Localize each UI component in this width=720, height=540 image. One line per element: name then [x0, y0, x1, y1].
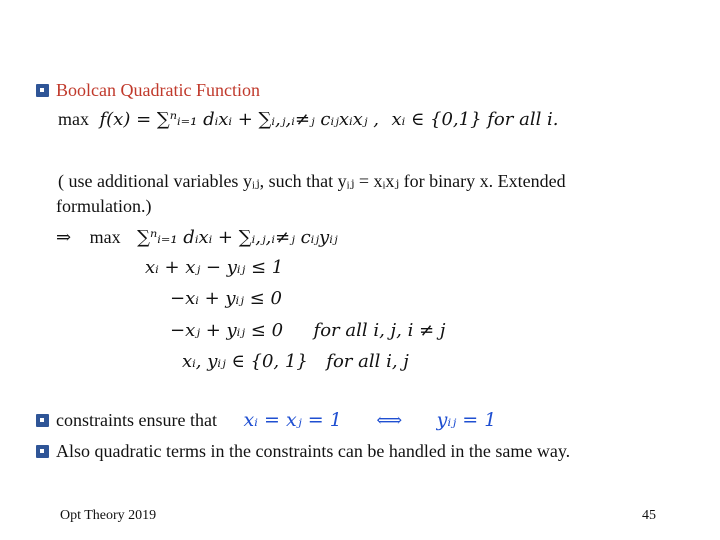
- objective-max: max: [58, 109, 89, 129]
- constraint-2: −xᵢ + yᵢⱼ ≤ 0: [170, 288, 282, 309]
- iff-arrow: ⟺: [376, 410, 403, 430]
- constraint-3-row: [170, 319, 445, 342]
- bullet-marker: [36, 84, 49, 97]
- reformulation-formula: ∑ⁿᵢ₌₁ dᵢxᵢ + ∑ᵢ,ⱼ,ᵢ≠ⱼ cᵢⱼyᵢⱼ: [137, 227, 338, 248]
- constraint-4: xᵢ, yᵢⱼ ∈ {0, 1}: [182, 351, 308, 372]
- bullet-marker: [36, 414, 49, 427]
- implies-arrow: ⇒: [56, 227, 72, 247]
- bullet-2-eq-right: yᵢⱼ = 1: [436, 409, 497, 431]
- reformulation-objective: [56, 226, 338, 249]
- constraint-4-row: [182, 350, 409, 373]
- constraint-1: xᵢ + xⱼ − yᵢⱼ ≤ 1: [145, 257, 284, 278]
- bullet-2-eq-left: xᵢ = xⱼ = 1: [243, 409, 342, 431]
- bullet-marker: [36, 445, 49, 458]
- note-line-2: formulation.): [56, 196, 152, 216]
- bullet-2: [56, 409, 496, 431]
- footer-left: Opt Theory 2019: [60, 508, 157, 523]
- constraint-4-suffix: for all i, j: [326, 351, 409, 372]
- objective-domain: xᵢ ∈ {0,1} for all i.: [391, 109, 559, 130]
- objective-line: [58, 108, 559, 131]
- note-line-1: ( use additional variables yᵢⱼ, such that yᵢⱼ = xᵢxⱼ for binary x. Extended: [58, 171, 566, 191]
- constraint-3: −xⱼ + yᵢⱼ ≤ 0: [170, 320, 284, 341]
- constraint-3-suffix: for all i, j, i ≠ j: [313, 320, 446, 341]
- reformulation-max: max: [89, 227, 121, 247]
- section-title: Boolcan Quadratic Function: [56, 80, 260, 100]
- bullet-2-text: constraints ensure that: [56, 410, 217, 430]
- objective-formula: f(x) = ∑ⁿᵢ₌₁ dᵢxᵢ + ∑ᵢ,ⱼ,ᵢ≠ⱼ cᵢⱼxᵢxⱼ ,: [99, 109, 379, 130]
- page-number: 45: [642, 508, 656, 523]
- bullet-3-text: Also quadratic terms in the constraints can be handled in the same way.: [56, 441, 571, 461]
